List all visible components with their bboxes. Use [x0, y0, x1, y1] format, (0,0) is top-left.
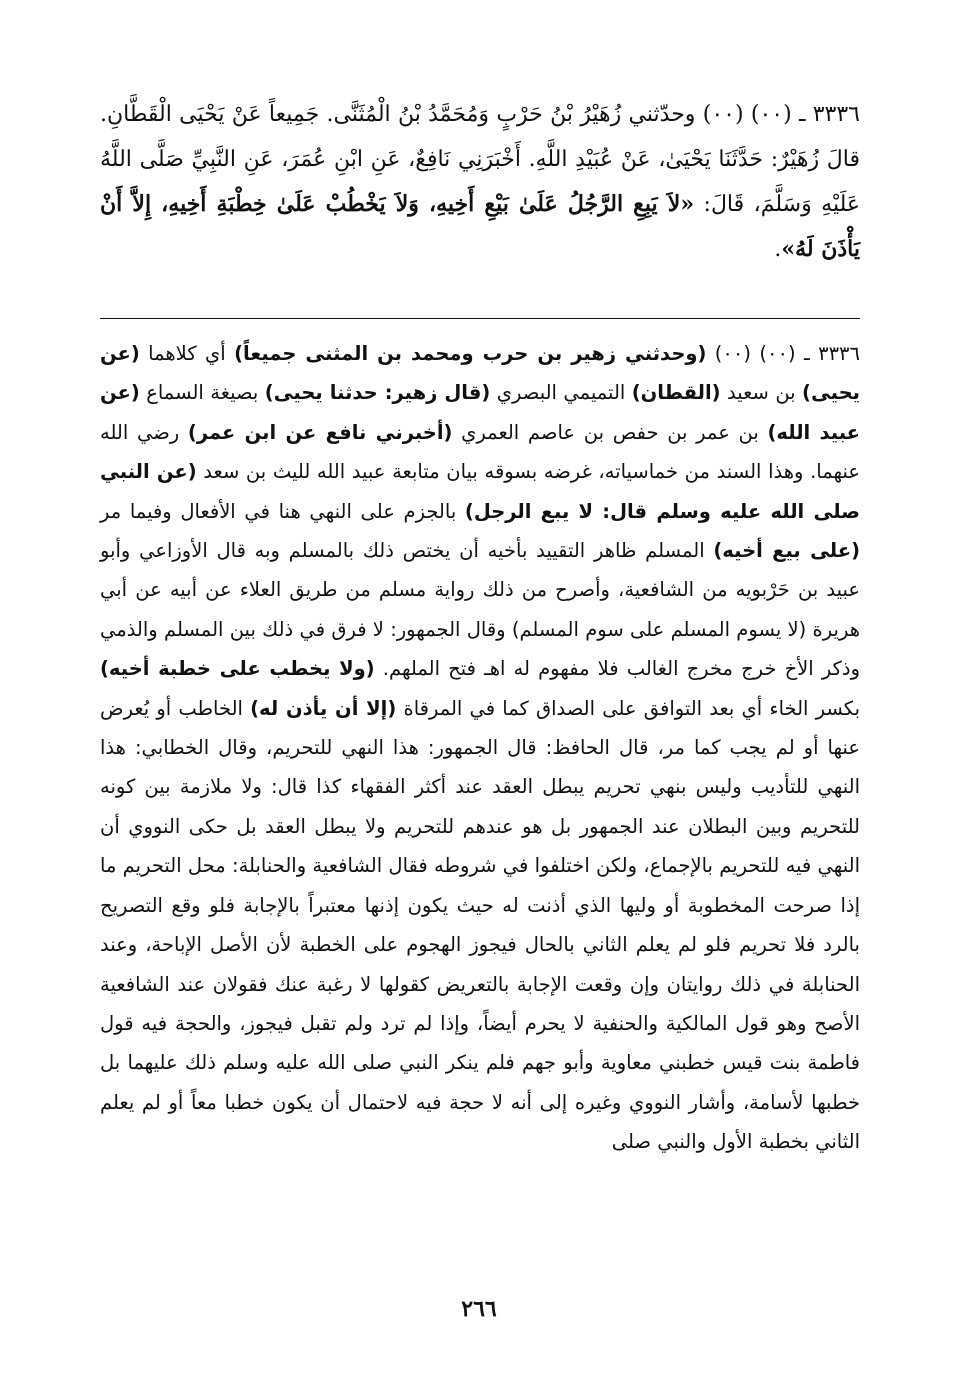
hadith-text	[100, 92, 860, 272]
hadith-isnad: ٣٣٣٦ ـ (٠٠) (٠٠) وحدّثني زُهَيْرُ بْنُ حَرْبٍ وَمُحَمَّدُ بْنُ الْمُثَنَّى. جَمِيعاً عَنْ يَحْيَى الْقَطَّانِ. قالَ زُهَيْرٌ: حَدَّثَنَا يَحْيَىٰ، عَنْ عُبَيْدِ اللَّهِ. أَخْبَرَنِي نَافِعٌ، عَنِ ابْنِ عُمَرَ، عَنِ النَّبِيِّ صَلَّى اللَّهُ عَلَيْهِ وَسَلَّمَ، قَالَ:	[100, 102, 860, 217]
explanation-text: رضي الله عنهما. وهذا السند من خماسياته، غرضه بسوقه بيان متابعة عبيد الله لليث بن سعد	[100, 420, 860, 484]
quoted-text: (إلا أن يأذن له)	[250, 696, 397, 720]
explanation-text: بصيغة السماع	[139, 381, 265, 405]
hadith-matn: «لاَ يَبِعِ الرَّجُلُ عَلَىٰ بَيْعِ أَخِيهِ، وَلاَ يَخْطُبْ عَلَىٰ خِطْبَةِ أَخِيهِ، إِلاَّ أَنْ يَأْذَنَ لَهُ»	[100, 191, 860, 262]
explanation-text: أي كلاهما	[139, 342, 235, 365]
quoted-text: (أخبرني نافع عن ابن عمر)	[187, 420, 453, 444]
section-divider	[100, 318, 860, 319]
quoted-text: (القطان)	[631, 381, 721, 405]
explanation-text: بكسر الخاء أي بعد التوافق على الصداق كما في المرقاة	[396, 696, 860, 720]
explanation-text: بالجزم على النهي هنا في الأفعال وفيما مر	[100, 499, 465, 523]
quoted-text: (عن النبي صلى الله عليه وسلم قال: لا يبع الرجل)	[100, 460, 860, 523]
quoted-text: (عن عبيد الله)	[100, 381, 860, 444]
explanation-text: المسلم ظاهر التقييد بأخيه أن يختص ذلك بالمسلم وبه قال الأوزاعي وأبو عبيد بن حَرْبويه من الشافعية، وأصرح من ذلك رواية مسلم من طريق العلاء عن أبيه عن أبي هريرة (لا يسوم المسلم على سوم المسلم) وقال الجمهور: لا فرق في ذلك بين المسلم والذمي وذكر الأخ خرج مخرج الغالب فلا مفهوم له اهـ فتح الملهم.	[100, 539, 860, 681]
explanation-text: بن سعيد	[720, 381, 803, 405]
explanation-text: التميمي البصري	[490, 381, 632, 405]
quoted-text: (عن يحيى)	[100, 342, 861, 405]
commentary-number: ٣٣٣٦ ـ (٠٠) (٠٠)	[706, 342, 860, 365]
page-number: ٢٦٦	[461, 1296, 497, 1322]
explanation-text: الخاطب أو يُعرض عنها أو لم يجب كما مر، قال الحافظ: قال الجمهور: هذا النهي للتحريم، وقال الخطابي: هذا النهي للتأديب وليس بنهي تحريم يبطل العقد عند أكثر الفقهاء كذا قال: ولا ملازمة بين كونه للتحريم وبين البطلان عند الجمهور بل هو عندهم للتحريم ولا يبطل العقد بل حكى النووي أن النهي فيه للتحريم بالإجماع، ولكن اختلفوا في شروطه فقال الشافعية والحنابلة: محل التحريم ما إذا صرحت المخطوبة أو وليها الذي أذنت له حيث يكون إذنها معتبراً بالإجابة فلو وقع التصريح بالرد فلا تحريم فلو لم يعلم الثاني بالحال فيجوز الهجوم على الخطبة لأن الأصل الإباحة، وعند الحنابلة في ذلك روايتان وإن وقعت الإجابة بالتعريض كقولها لا رغبة عنك فقولان عند الشافعية الأصح وهو قول المالكية والحنفية لا يحرم أيضاً، وإذا لم ترد ولم تقبل فيجوز، والحجة فيه قول فاطمة بنت قيس خطبني معاوية وأبو جهم فلم ينكر النبي صلى الله عليه وسلم ذلك عليهما بل خطبها لأسامة، وأشار النووي وغيره إلى أنه لا حجة فيه لاحتمال أن يكون خطبا معاً أو لم يعلم الثاني بخطبة الأول والنبي صلى	[100, 696, 860, 1154]
hadith-end: .	[774, 237, 782, 262]
quoted-text: (قال زهير: حدثنا يحيى)	[264, 381, 491, 405]
quoted-text: (وحدثني زهير بن حرب ومحمد بن المثنى جميعاً)	[234, 342, 707, 365]
commentary-text	[100, 334, 860, 1162]
quoted-text: (على بيع أخيه)	[713, 539, 860, 563]
quoted-text: (ولا يخطب على خطبة أخيه)	[100, 657, 375, 681]
explanation-text: بن عمر بن حفص بن عاصم العمري	[452, 420, 768, 444]
